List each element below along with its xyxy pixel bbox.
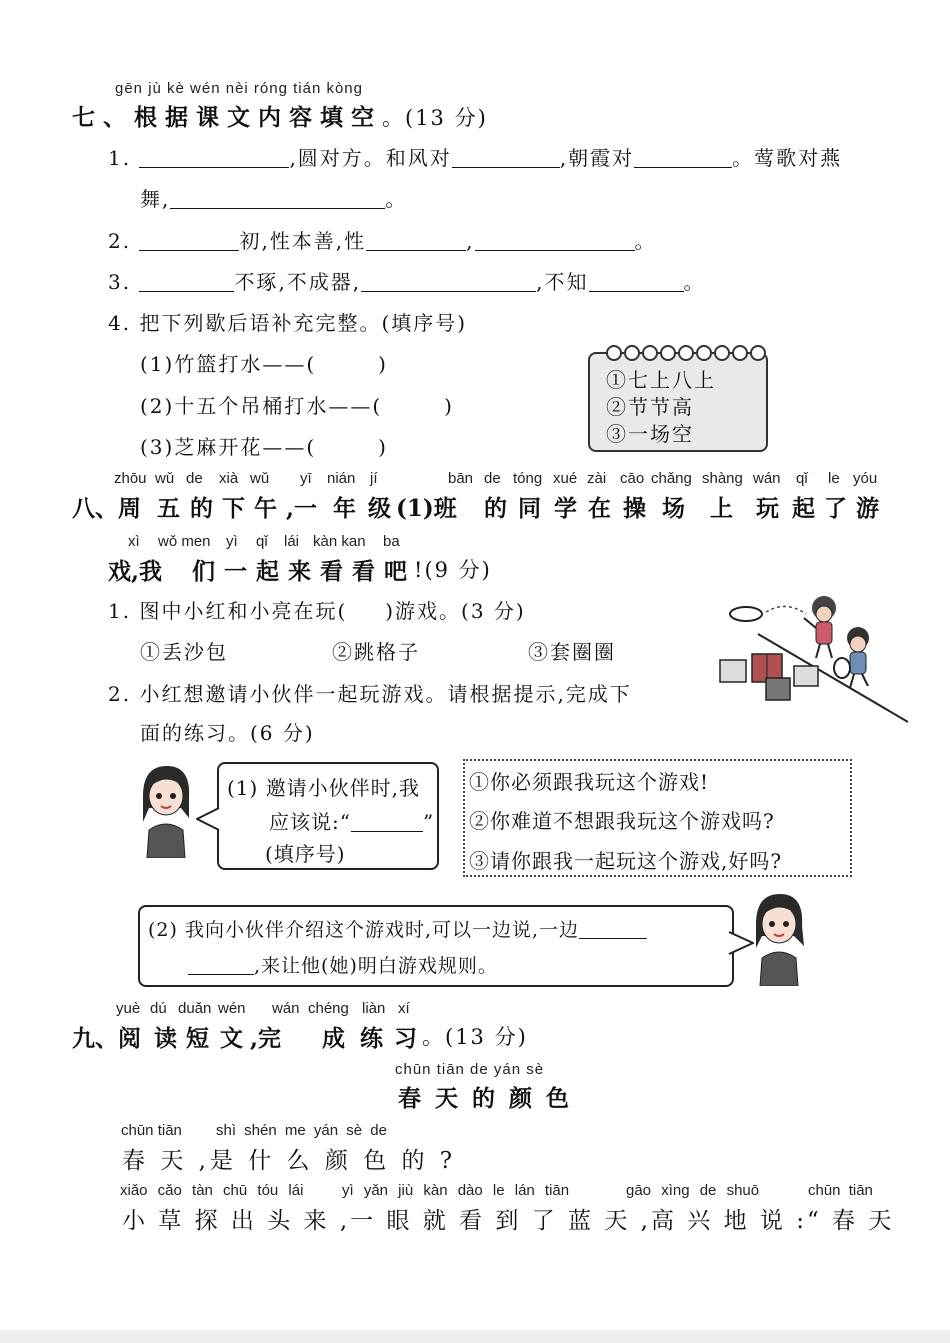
phrase-choice-3: ③请你跟我一起玩这个游戏,好吗? xyxy=(469,849,783,873)
page-bottom-edge xyxy=(0,1330,950,1343)
s8-q1 xyxy=(108,595,526,624)
bubble-text-2 xyxy=(269,806,434,835)
question-text: ,不知 xyxy=(536,270,589,294)
blank[interactable] xyxy=(351,813,423,832)
pinyin: xué xyxy=(553,470,578,487)
ring-toss-illustration xyxy=(718,592,910,724)
heading-word: 吧 xyxy=(384,558,415,585)
heading-word: 文 xyxy=(220,1025,251,1052)
passage-line-1: 春 天 ,是 什 么 颜 色 的 ? xyxy=(122,1148,457,1174)
blank[interactable] xyxy=(589,269,684,292)
s7-q1-line1 xyxy=(108,142,842,171)
heading-word: 练 xyxy=(360,1025,391,1052)
heading-word: 看 xyxy=(320,558,351,585)
bubble-hint: (填序号) xyxy=(265,842,346,866)
pinyin: wán xyxy=(753,470,781,487)
pinyin: xià xyxy=(219,470,239,487)
pinyin: zài xyxy=(587,470,607,487)
pinyin: wǔ xyxy=(250,470,270,487)
s7-q1-line2 xyxy=(140,183,407,212)
idiom-text: (1)竹篮打水——( xyxy=(140,352,317,376)
heading-word: 成 xyxy=(322,1025,353,1052)
pinyin: cāo xyxy=(620,470,645,487)
pinyin: nián xyxy=(327,470,356,487)
phrase-choice-2: ②你难道不想跟我玩这个游戏吗? xyxy=(469,809,775,833)
pinyin: yì yǎn jiù kàn dào le lán tiān xyxy=(342,1182,570,1199)
question-text: 。 xyxy=(634,229,657,253)
heading-word: 五 xyxy=(157,495,188,522)
pinyin: chūn tiān xyxy=(121,1122,182,1139)
heading-word: 一 xyxy=(224,558,255,585)
pinyin: liàn xyxy=(362,1000,386,1017)
girl-avatar xyxy=(135,762,195,858)
heading-word: 的 xyxy=(484,495,515,522)
heading-word: 年 xyxy=(333,495,364,522)
heading-word: 学 xyxy=(554,495,585,522)
spiral-binding xyxy=(606,345,768,365)
question-text: )游戏。(3 分) xyxy=(385,599,526,623)
question-text: 1. 图中小红和小亮在玩( xyxy=(108,599,348,623)
pinyin: yì xyxy=(226,533,238,550)
blank[interactable] xyxy=(170,186,385,209)
heading-score: !(9 分) xyxy=(414,558,492,582)
bubble-text-line1 xyxy=(148,915,647,942)
pinyin: ba xyxy=(383,533,400,550)
option-1: ①七上八上 xyxy=(606,368,716,392)
heading-score: 。(13 分) xyxy=(422,1025,528,1049)
heading-word: 的 xyxy=(190,495,221,522)
bubble-tail xyxy=(196,806,220,832)
pinyin: dú xyxy=(150,1000,167,1017)
heading-word: 了 xyxy=(824,495,855,522)
heading-word: 在 xyxy=(588,495,619,522)
blank[interactable] xyxy=(634,145,732,168)
pinyin: wán xyxy=(272,1000,300,1017)
question-text: 不琢,不成器, xyxy=(234,270,362,294)
pinyin: qǐ xyxy=(256,533,268,550)
bubble-text: (1) 邀请小伙伴时,我 xyxy=(227,776,421,800)
pinyin: de xyxy=(186,470,203,487)
pinyin: wén xyxy=(218,1000,246,1017)
pinyin: wǔ xyxy=(155,470,175,487)
heading-word: 操 xyxy=(623,495,654,522)
blank[interactable] xyxy=(139,269,234,292)
heading-word: 场 xyxy=(662,495,693,522)
pinyin: jí xyxy=(370,470,378,487)
bubble-text-line2 xyxy=(188,951,498,978)
phrase-choice-1: ①你必须跟我玩这个游戏! xyxy=(469,770,710,794)
story-title-pinyin: chūn tiān de yán sè xyxy=(395,1061,545,1078)
pinyin: chūn tiān xyxy=(808,1182,873,1199)
pinyin: zhōu xyxy=(114,470,147,487)
options-card xyxy=(588,352,768,452)
pinyin: chǎng xyxy=(651,470,692,487)
pinyin: de xyxy=(484,470,501,487)
s7-pinyin: gēn jù kè wén nèi róng tián kòng xyxy=(115,80,363,97)
section-title: 七、根据课文内容填空 xyxy=(72,104,382,131)
boy-figure xyxy=(834,627,869,688)
pinyin: xiǎo cǎo tàn chū tóu lái xyxy=(120,1182,304,1199)
blank[interactable] xyxy=(188,956,254,975)
pinyin: chéng xyxy=(308,1000,349,1017)
heading-word: ,完 xyxy=(250,1025,282,1052)
paren-close: ) xyxy=(378,435,388,459)
idiom-text: (3)芝麻开花——( xyxy=(140,435,317,459)
game-option-1: ①丢沙包 xyxy=(140,640,228,664)
pinyin: yuè xyxy=(116,1000,141,1017)
s8-q2-line1: 2. 小红想邀请小伙伴一起玩游戏。请根据提示,完成下 xyxy=(108,682,632,706)
heading-word: 们 xyxy=(192,558,223,585)
pinyin: bān xyxy=(448,470,474,487)
blank[interactable] xyxy=(361,269,536,292)
option-2: ②节节高 xyxy=(606,395,694,419)
question-text: 初,性本善,性 xyxy=(239,229,367,253)
option-3: ③一场空 xyxy=(606,422,694,446)
idiom-text: (2)十五个吊桶打水——( xyxy=(140,394,383,418)
blank[interactable] xyxy=(475,228,635,251)
heading-word: 午 xyxy=(254,495,285,522)
heading-word: ,一 xyxy=(286,495,318,522)
pinyin: tóng xyxy=(513,470,543,487)
heading-word: 级 xyxy=(368,495,399,522)
heading-word: 短 xyxy=(186,1025,217,1052)
section-score: 。(13 分) xyxy=(382,106,488,130)
heading-word: 游 xyxy=(856,495,887,522)
s7-q4-prompt: 4. 把下列歇后语补充完整。(填序号) xyxy=(108,311,468,335)
blank[interactable] xyxy=(139,145,289,168)
blank[interactable] xyxy=(579,920,647,939)
s8-q2-line2: 面的练习。(6 分) xyxy=(140,721,315,745)
heading-word: (1)班 xyxy=(396,495,457,522)
heading-word: 来 xyxy=(288,558,319,585)
s7-title-row xyxy=(72,99,488,132)
heading-word: 八、周 xyxy=(72,495,141,522)
heading-word: 玩 xyxy=(756,495,787,522)
question-text: ,朝霞对 xyxy=(559,146,635,170)
idiom-item-1 xyxy=(140,348,388,377)
pinyin: shàng xyxy=(702,470,743,487)
pinyin: lái xyxy=(284,533,300,550)
pinyin: gāo xìng de shuō xyxy=(626,1182,760,1199)
pinyin: le xyxy=(828,470,840,487)
idiom-item-2 xyxy=(140,390,454,419)
heading-word: 下 xyxy=(222,495,253,522)
heading-word: 同 xyxy=(518,495,549,522)
heading-word: 看 xyxy=(352,558,383,585)
story-title: 春 天 的 颜 色 xyxy=(398,1085,573,1112)
girl-figure xyxy=(804,596,836,658)
blank[interactable] xyxy=(366,228,466,251)
heading-word: 上 xyxy=(710,495,741,522)
girl-avatar xyxy=(748,890,810,986)
bubble-text: ” xyxy=(422,810,435,834)
phrase-choices-box xyxy=(463,759,852,877)
pinyin: qǐ xyxy=(796,470,808,487)
speech-bubble-1 xyxy=(217,762,439,870)
pinyin: shì shén me yán sè de xyxy=(216,1122,387,1139)
question-text: 舞, xyxy=(140,187,171,211)
speech-bubble-2 xyxy=(138,905,734,987)
idiom-item-3 xyxy=(140,431,388,460)
pinyin: xì xyxy=(128,533,140,550)
question-number: 1. xyxy=(108,146,132,170)
pinyin: wǒ men xyxy=(158,533,211,550)
heading-word: 起 xyxy=(256,558,287,585)
pinyin: yóu xyxy=(853,470,878,487)
question-number: 2. xyxy=(108,229,132,253)
s7-q3 xyxy=(108,266,706,295)
bubble-text: 应该说:“ xyxy=(269,810,351,834)
passage-line-2: 小 草 探 出 头 来 ,一 眼 就 看 到 了 蓝 天 ,高 兴 地 说 :“ 春 天 xyxy=(122,1208,895,1234)
blank[interactable] xyxy=(452,145,560,168)
question-text: 。 xyxy=(683,270,706,294)
game-option-3: ③套圈圈 xyxy=(528,640,616,664)
ring-icon xyxy=(730,607,762,621)
bubble-text: (2) 我向小伙伴介绍这个游戏时,可以一边说,一边 xyxy=(148,919,580,941)
heading-word: 读 xyxy=(154,1025,185,1052)
bubble-text: ,来让他(她)明白游戏规则。 xyxy=(254,955,498,977)
blank[interactable] xyxy=(139,228,239,251)
question-number: 3. xyxy=(108,270,132,294)
question-text: , xyxy=(466,229,475,253)
s7-q2 xyxy=(108,225,657,254)
pinyin: xí xyxy=(398,1000,410,1017)
heading-word: 习 xyxy=(394,1025,425,1052)
pinyin: kàn kan xyxy=(313,533,366,550)
heading-word: 戏,我 xyxy=(108,558,163,585)
pinyin: duǎn xyxy=(178,1000,212,1017)
paren-close: ) xyxy=(378,352,388,376)
heading-word: 九、阅 xyxy=(72,1025,141,1052)
game-option-2: ②跳格子 xyxy=(332,640,420,664)
pinyin: yī xyxy=(300,470,312,487)
heading-word: 起 xyxy=(792,495,823,522)
question-text: 。莺歌对燕 xyxy=(732,146,843,170)
paren-close: ) xyxy=(444,394,454,418)
question-text: 。 xyxy=(385,187,408,211)
question-text: ,圆对方。和风对 xyxy=(289,146,452,170)
